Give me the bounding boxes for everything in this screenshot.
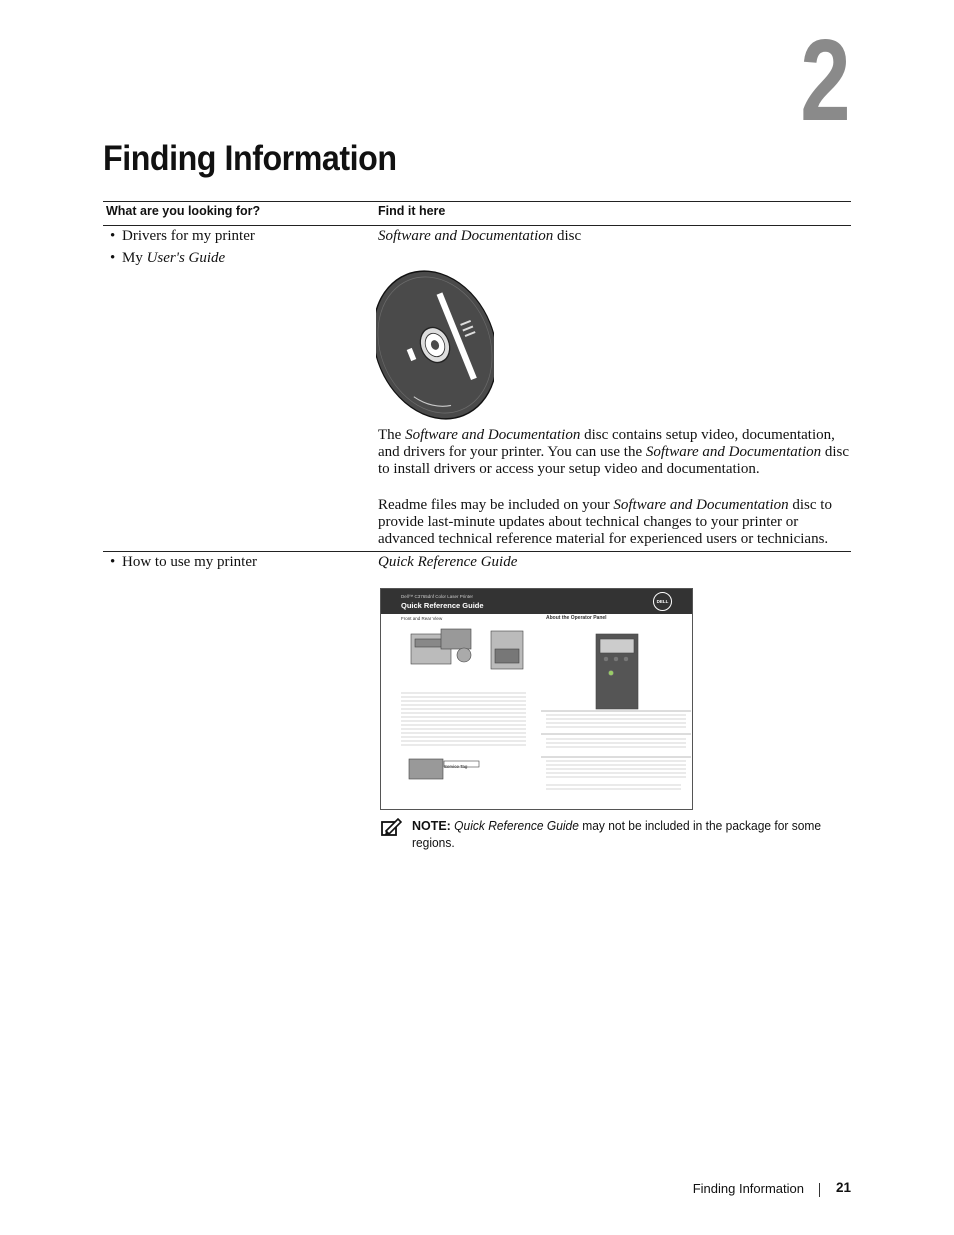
qrg-title: Quick Reference Guide	[401, 601, 484, 610]
page-number: 21	[836, 1180, 852, 1195]
dell-logo: DELL	[653, 592, 672, 611]
resource-quick-reference-guide: Quick Reference Guide	[378, 554, 518, 570]
column-header-looking-for: What are you looking for?	[106, 204, 261, 218]
qrg-left-heading: Front and Rear View	[401, 616, 443, 621]
list-item: • My User's Guide	[110, 250, 226, 266]
disc-description-paragraph: The Software and Documentation disc contains setup video, documentation, and drivers for your printer. You can use the Software and Documentation disc to install drivers or access your setup video and documentation.	[378, 427, 850, 478]
list-item: • Drivers for my printer	[110, 228, 255, 244]
chapter-number: 2	[800, 15, 851, 145]
qrg-illustrations	[381, 589, 692, 809]
table-row-rule	[103, 551, 851, 552]
quick-reference-guide-thumbnail	[380, 588, 693, 810]
qrg-right-heading: About the Operator Panel	[546, 615, 607, 621]
list-item: • How to use my printer	[110, 554, 257, 570]
table-header-rule	[103, 225, 851, 226]
footer-section-title: Finding Information	[692, 1181, 804, 1196]
qrg-subtitle: Dell™ C3765dnf Color Laser Printer	[401, 594, 474, 599]
footer-separator	[819, 1183, 820, 1197]
qrg-service-tag-label: Service Tag	[444, 764, 468, 769]
disc-icon	[376, 266, 494, 424]
resource-software-documentation-disc: Software and Documentation disc	[378, 228, 582, 244]
column-header-find-it-here: Find it here	[378, 204, 446, 218]
note-pencil-icon	[380, 818, 402, 836]
readme-paragraph: Readme files may be included on your Software and Documentation disc to provide last-minute updates about technical changes to your printer or advanced technical reference material for experienced users or technicians.	[378, 497, 832, 548]
note-text: NOTE: Quick Reference Guide may not be included in the package for some regions.	[412, 818, 822, 850]
page-title: Finding Information	[103, 139, 397, 178]
table-top-rule	[103, 201, 851, 202]
